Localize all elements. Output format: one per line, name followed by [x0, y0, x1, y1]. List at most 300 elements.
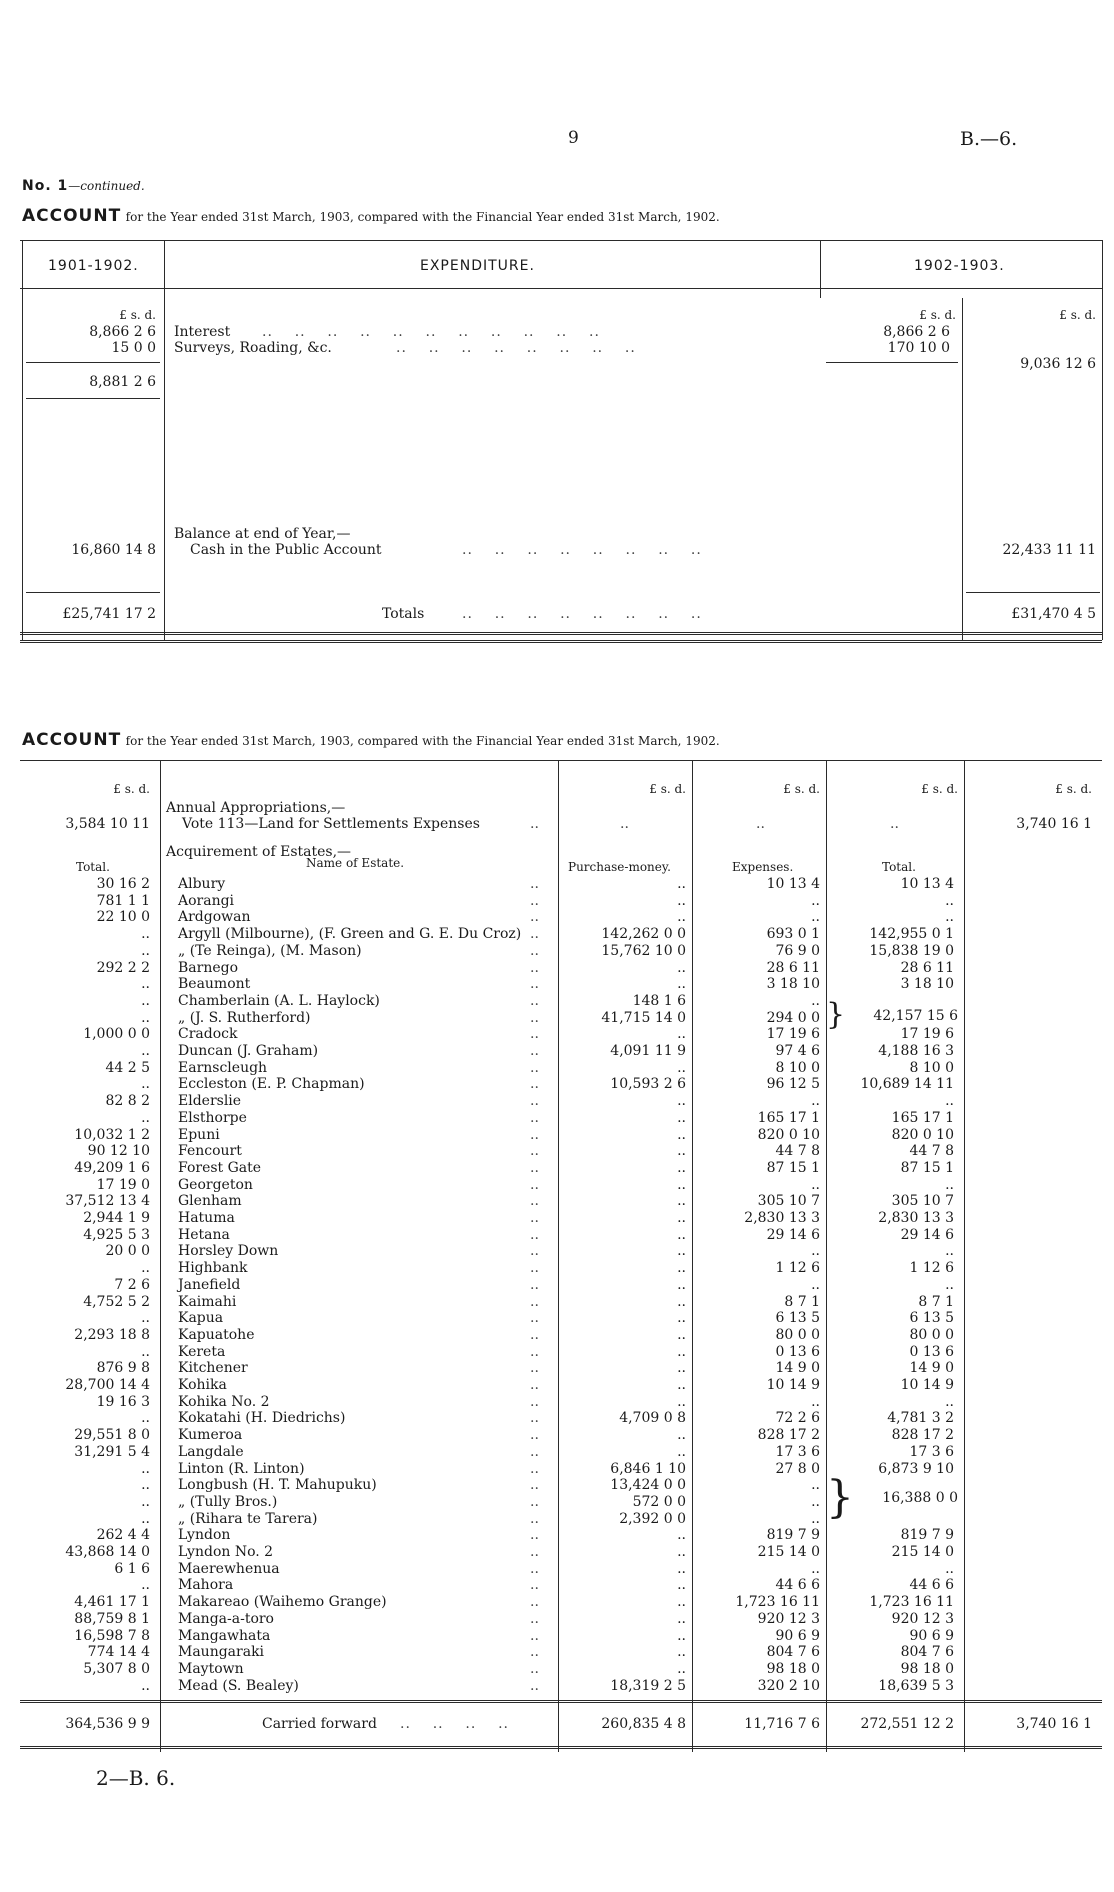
estate-leader-dots: ..	[530, 1260, 539, 1276]
estate-purchase-money: ..	[677, 1227, 686, 1243]
estate-purchase-money: ..	[677, 1143, 686, 1159]
s2-carried-prev: 364,536 9 9	[65, 1716, 150, 1732]
estate-prev-total: 10,032 1 2	[74, 1127, 150, 1143]
estate-total: 18,639 5 3	[878, 1678, 954, 1694]
estate-purchase-money: ..	[677, 909, 686, 925]
estate-purchase-money: ..	[677, 1260, 686, 1276]
estate-prev-total: 30 16 2	[96, 876, 150, 892]
estate-leader-dots: ..	[530, 1294, 539, 1310]
s2-col-total: Total.	[882, 860, 916, 874]
estate-prev-total: ..	[141, 1310, 150, 1326]
s2-carried-pm: 260,835 4 8	[601, 1716, 686, 1732]
estate-expenses: 3 18 10	[766, 976, 820, 992]
estate-leader-dots: ..	[530, 1628, 539, 1644]
estate-expenses: 90 6 9	[775, 1628, 820, 1644]
estate-purchase-money: ..	[677, 1210, 686, 1226]
estate-purchase-money: 13,424 0 0	[610, 1477, 686, 1493]
section1-heading-rest: for the Year ended 31st March, 1903, compared with the Financial Year ended 31st March, 1902.	[125, 210, 720, 224]
estate-purchase-money: ..	[677, 1310, 686, 1326]
s2-col-total-prev: Total.	[76, 860, 110, 874]
estate-name: Chamberlain (A. L. Haylock)	[178, 993, 380, 1009]
s1-totals-top-rule-curr	[966, 592, 1100, 593]
continued-label: —continued.	[68, 179, 145, 193]
estate-name: Kaimahi	[178, 1294, 237, 1310]
estate-purchase-money: ..	[677, 1160, 686, 1176]
estate-name: Kapua	[178, 1310, 224, 1326]
estate-expenses: 96 12 5	[766, 1076, 820, 1092]
estate-name: Maytown	[178, 1661, 244, 1677]
estate-name: Kumeroa	[178, 1427, 243, 1443]
estate-total: 6 13 5	[909, 1310, 954, 1326]
estate-prev-total: 4,461 17 1	[74, 1594, 150, 1610]
estate-name: Argyll (Milbourne), (F. Green and G. E. Du Croz)	[178, 926, 522, 942]
estate-name: Kokatahi (H. Diedrichs)	[178, 1410, 346, 1426]
s2-col-expenses: Expenses.	[732, 860, 794, 874]
estate-total: 0 13 6	[909, 1344, 954, 1360]
estate-name: Fencourt	[178, 1143, 242, 1159]
section1-heading-word: ACCOUNT	[22, 206, 122, 226]
estate-prev-total: 2,293 18 8	[74, 1327, 150, 1343]
table-number-label	[22, 178, 145, 194]
s2-lsd-pm: £ s. d.	[649, 782, 686, 796]
s2-vote-label: Vote 113—Land for Settlements Expenses	[182, 816, 480, 832]
estate-prev-total: ..	[141, 993, 150, 1009]
s1-lsd-cur-a: £ s. d.	[919, 308, 956, 322]
estate-expenses: 97 4 6	[775, 1043, 820, 1059]
estate-name: Mahora	[178, 1577, 234, 1593]
estate-prev-total: 31,291 5 4	[74, 1444, 150, 1460]
estate-name: Albury	[178, 876, 226, 892]
s2-vote-curr: 3,740 16 1	[1016, 816, 1092, 832]
estate-leader-dots: ..	[530, 960, 539, 976]
estate-name: Maerewhenua	[178, 1561, 280, 1577]
estate-name: Eccleston (E. P. Chapman)	[178, 1076, 365, 1092]
estate-total: 17 19 6	[900, 1026, 954, 1042]
estate-expenses: 8 10 0	[775, 1060, 820, 1076]
s1-col-prev-header: 1901-1902.	[48, 258, 139, 274]
estate-expenses: ..	[811, 909, 820, 925]
estate-purchase-money: ..	[677, 976, 686, 992]
estate-expenses: 80 0 0	[775, 1327, 820, 1343]
s2-carried-dots: .. .. .. ..	[400, 1716, 510, 1732]
estate-name: Epuni	[178, 1127, 220, 1143]
estate-name: Mead (S. Bealey)	[178, 1678, 299, 1694]
estate-name: Mangawhata	[178, 1628, 271, 1644]
estate-expenses: 6 13 5	[775, 1310, 820, 1326]
estate-purchase-money: 4,091 11 9	[610, 1043, 686, 1059]
estate-expenses: ..	[811, 1561, 820, 1577]
estate-expenses: 693 0 1	[766, 926, 820, 942]
estate-purchase-money: ..	[677, 1294, 686, 1310]
estate-name: Highbank	[178, 1260, 248, 1276]
s2-acq-label: Acquirement of Estates,—	[166, 844, 352, 860]
s1-subtotal-rule-prev-2	[26, 398, 160, 399]
s1-totals-label: Totals	[382, 606, 425, 622]
estate-prev-total: 82 8 2	[105, 1093, 150, 1109]
estate-total: 44 7 8	[909, 1143, 954, 1159]
section2-heading	[22, 730, 720, 750]
estate-leader-dots: ..	[530, 943, 539, 959]
estate-expenses: ..	[811, 1277, 820, 1293]
estate-purchase-money: ..	[677, 1026, 686, 1042]
estate-leader-dots: ..	[530, 1527, 539, 1543]
estate-expenses: 17 3 6	[775, 1444, 820, 1460]
s1-vline-1	[22, 240, 23, 640]
estate-name: Cradock	[178, 1026, 238, 1042]
s2-carried-tot: 272,551 12 2	[860, 1716, 954, 1732]
estate-prev-total: 7 2 6	[114, 1277, 150, 1293]
s2-lsd-prev: £ s. d.	[113, 782, 150, 796]
estate-total: ..	[945, 909, 954, 925]
estate-expenses: 10 14 9	[766, 1377, 820, 1393]
estate-prev-total: ..	[141, 976, 150, 992]
estate-purchase-money: ..	[677, 1611, 686, 1627]
s1-vline-5	[1102, 240, 1103, 640]
estate-name: Lyndon	[178, 1527, 231, 1543]
estate-name: Earnscleugh	[178, 1060, 268, 1076]
s2-vote-exp-dots: ..	[756, 816, 765, 832]
s2-vline-2	[558, 760, 559, 1752]
estate-prev-total: 774 14 4	[87, 1644, 150, 1660]
estate-total: 8 7 1	[918, 1294, 954, 1310]
estate-expenses: 44 7 8	[775, 1143, 820, 1159]
s1-lsd-prev: £ s. d.	[119, 308, 156, 322]
s1-row-prev: 8,866 2 6	[89, 324, 156, 340]
s1-bottom-double-rule-2	[20, 640, 1102, 643]
estate-name: Barnego	[178, 960, 239, 976]
estate-leader-dots: ..	[530, 1344, 539, 1360]
estate-expenses: ..	[811, 1477, 820, 1493]
estate-purchase-money: 148 1 6	[632, 993, 686, 1009]
estate-expenses: 72 2 6	[775, 1410, 820, 1426]
estate-expenses: 14 9 0	[775, 1360, 820, 1376]
estate-leader-dots: ..	[530, 1461, 539, 1477]
estate-name: Beaumont	[178, 976, 251, 992]
s1-header-rule	[20, 288, 1102, 289]
estate-purchase-money: ..	[677, 1561, 686, 1577]
estate-prev-total: 43,868 14 0	[65, 1544, 150, 1560]
estate-leader-dots: ..	[530, 1177, 539, 1193]
estate-total: 10 14 9	[900, 1377, 954, 1393]
estate-purchase-money: ..	[677, 1344, 686, 1360]
estate-expenses: 294 0 0	[766, 1010, 820, 1026]
estate-total: 305 10 7	[891, 1193, 954, 1209]
estate-total: 10,689 14 11	[860, 1076, 954, 1092]
s1-balance-sub: Cash in the Public Account	[190, 542, 382, 558]
chamberlain-brace: }	[826, 997, 846, 1032]
estate-leader-dots: ..	[530, 1377, 539, 1393]
estate-total: 2,830 13 3	[878, 1210, 954, 1226]
s2-lsd-curr: £ s. d.	[1055, 782, 1092, 796]
estate-prev-total: 262 4 4	[96, 1527, 150, 1543]
estate-name: Kohika No. 2	[178, 1394, 270, 1410]
estate-total: 44 6 6	[909, 1577, 954, 1593]
s1-row-prev: 15 0 0	[111, 340, 156, 356]
estate-prev-total: 2,944 1 9	[83, 1210, 150, 1226]
estate-leader-dots: ..	[530, 1310, 539, 1326]
estate-total: 215 14 0	[891, 1544, 954, 1560]
estate-purchase-money: ..	[677, 1661, 686, 1677]
estate-prev-total: ..	[141, 1010, 150, 1026]
s1-balance-curr: 22,433 11 11	[1002, 542, 1096, 558]
estate-purchase-money: ..	[677, 1177, 686, 1193]
section2-heading-rest: for the Year ended 31st March, 1903, compared with the Financial Year ended 31st March, 1902.	[125, 734, 720, 748]
estate-total: 29 14 6	[900, 1227, 954, 1243]
chamberlain-bracket-total: 42,157 15 6	[873, 1008, 958, 1024]
estate-purchase-money: ..	[677, 1427, 686, 1443]
estate-expenses: 820 0 10	[757, 1127, 820, 1143]
s2-carried-curr: 3,740 16 1	[1016, 1716, 1092, 1732]
estate-expenses: ..	[811, 1177, 820, 1193]
s2-carried-label: Carried forward	[262, 1716, 377, 1732]
footer-reference: 2—B. 6.	[96, 1766, 176, 1790]
estate-prev-total: ..	[141, 1461, 150, 1477]
s2-vline-1	[160, 760, 161, 1752]
estate-total: 17 3 6	[909, 1444, 954, 1460]
s1-vline-4	[962, 298, 963, 640]
estate-total: 14 9 0	[909, 1360, 954, 1376]
estate-name: Kitchener	[178, 1360, 248, 1376]
estate-expenses: ..	[811, 1511, 820, 1527]
longbush-bracket-total: 16,388 0 0	[882, 1490, 958, 1506]
estate-leader-dots: ..	[530, 1661, 539, 1677]
estate-total: ..	[945, 1177, 954, 1193]
estate-expenses: 8 7 1	[784, 1294, 820, 1310]
s2-vline-5	[964, 760, 965, 1752]
s1-row-label: Interest	[174, 324, 231, 340]
estate-name: Elderslie	[178, 1093, 242, 1109]
estate-expenses: 305 10 7	[757, 1193, 820, 1209]
s2-bottom-double-rule	[20, 1746, 1102, 1749]
estate-purchase-money: ..	[677, 1544, 686, 1560]
s1-lsd-cur-b: £ s. d.	[1059, 308, 1096, 322]
estate-expenses: 28 6 11	[766, 960, 820, 976]
s1-vline-3	[820, 240, 821, 298]
s1-leader-dots: .. .. .. .. .. .. .. .. .. .. ..	[262, 324, 600, 340]
s1-col-mid-header: EXPENDITURE.	[420, 258, 535, 274]
estate-purchase-money: ..	[677, 1394, 686, 1410]
s1-leader-dots: .. .. .. .. .. .. .. ..	[462, 542, 702, 558]
estate-total: ..	[945, 1561, 954, 1577]
estate-name: Linton (R. Linton)	[178, 1461, 305, 1477]
estate-expenses: 819 7 9	[766, 1527, 820, 1543]
estate-total: 820 0 10	[891, 1127, 954, 1143]
page-number: 9	[568, 128, 579, 148]
s2-col-purchase: Purchase-money.	[568, 860, 671, 874]
estate-leader-dots: ..	[530, 976, 539, 992]
estate-purchase-money: 572 0 0	[632, 1494, 686, 1510]
estate-prev-total: 88,759 8 1	[74, 1611, 150, 1627]
estate-prev-total: 4,925 5 3	[83, 1227, 150, 1243]
estate-prev-total: ..	[141, 1494, 150, 1510]
estate-expenses: 44 6 6	[775, 1577, 820, 1593]
estate-name: Glenham	[178, 1193, 242, 1209]
estate-leader-dots: ..	[530, 1360, 539, 1376]
estate-leader-dots: ..	[530, 1477, 539, 1493]
estate-prev-total: 1,000 0 0	[83, 1026, 150, 1042]
estate-prev-total: 5,307 8 0	[83, 1661, 150, 1677]
s2-vote-tot-dots: ..	[890, 816, 899, 832]
estate-purchase-money: 18,319 2 5	[610, 1678, 686, 1694]
estate-purchase-money: ..	[677, 1193, 686, 1209]
estate-total: 90 6 9	[909, 1628, 954, 1644]
estate-prev-total: ..	[141, 1043, 150, 1059]
estate-name: „ (Tully Bros.)	[178, 1494, 278, 1510]
estate-purchase-money: 2,392 0 0	[619, 1511, 686, 1527]
estate-purchase-money: ..	[677, 1444, 686, 1460]
estate-total: 165 17 1	[891, 1110, 954, 1126]
estate-expenses: 1,723 16 11	[735, 1594, 820, 1610]
s1-top-rule	[20, 240, 1102, 241]
estate-leader-dots: ..	[530, 1678, 539, 1694]
s2-vline-4	[826, 760, 827, 1752]
estate-expenses: 29 14 6	[766, 1227, 820, 1243]
estate-total: 1 12 6	[909, 1260, 954, 1276]
estate-total: 804 7 6	[900, 1644, 954, 1660]
estate-expenses: 76 9 0	[775, 943, 820, 959]
estate-expenses: ..	[811, 1494, 820, 1510]
s2-col-name: Name of Estate.	[306, 856, 405, 870]
estate-purchase-money: ..	[677, 1644, 686, 1660]
s2-annual-label: Annual Appropriations,—	[166, 800, 346, 816]
estate-expenses: ..	[811, 1093, 820, 1109]
estate-expenses: 98 18 0	[766, 1661, 820, 1677]
estate-prev-total: ..	[141, 1678, 150, 1694]
estate-name: Georgeton	[178, 1177, 253, 1193]
s1-row-label: Surveys, Roading, &c.	[174, 340, 332, 356]
s1-totals-prev: £25,741 17 2	[62, 606, 156, 622]
s1-balance-prev: 16,860 14 8	[71, 542, 156, 558]
s1-bottom-double-rule	[20, 632, 1102, 635]
estate-purchase-money: ..	[677, 1243, 686, 1259]
estate-leader-dots: ..	[530, 893, 539, 909]
estate-total: ..	[945, 1277, 954, 1293]
estate-name: Forest Gate	[178, 1160, 262, 1176]
estate-prev-total: 44 2 5	[105, 1060, 150, 1076]
estate-leader-dots: ..	[530, 1160, 539, 1176]
estate-name: Lyndon No. 2	[178, 1544, 274, 1560]
estate-prev-total: 19 16 3	[96, 1394, 150, 1410]
estate-expenses: 804 7 6	[766, 1644, 820, 1660]
estate-leader-dots: ..	[530, 1544, 539, 1560]
estate-expenses: 320 2 10	[757, 1678, 820, 1694]
estate-prev-total: 16,598 7 8	[74, 1628, 150, 1644]
section2-heading-word: ACCOUNT	[22, 730, 122, 750]
estate-prev-total: ..	[141, 1477, 150, 1493]
s1-totals-top-rule	[26, 592, 160, 593]
estate-purchase-money: 4,709 0 8	[619, 1410, 686, 1426]
estate-purchase-money: ..	[677, 1527, 686, 1543]
section1-heading	[22, 206, 720, 226]
estate-prev-total: ..	[141, 943, 150, 959]
estate-leader-dots: ..	[530, 1327, 539, 1343]
estate-leader-dots: ..	[530, 1076, 539, 1092]
estate-expenses: 215 14 0	[757, 1544, 820, 1560]
estate-leader-dots: ..	[530, 909, 539, 925]
estate-prev-total: 49,209 1 6	[74, 1160, 150, 1176]
estate-total: 828 17 2	[891, 1427, 954, 1443]
estate-expenses: 2,830 13 3	[744, 1210, 820, 1226]
estate-prev-total: 22 10 0	[96, 909, 150, 925]
estate-total: 920 12 3	[891, 1611, 954, 1627]
estate-name: Horsley Down	[178, 1243, 279, 1259]
s1-subtotal-prev: 8,881 2 6	[89, 374, 156, 390]
estate-prev-total: 876 9 8	[96, 1360, 150, 1376]
estate-name: Hatuma	[178, 1210, 235, 1226]
estate-total: 8 10 0	[909, 1060, 954, 1076]
estate-expenses: 0 13 6	[775, 1344, 820, 1360]
estate-leader-dots: ..	[530, 993, 539, 1009]
estate-purchase-money: ..	[677, 1093, 686, 1109]
estate-purchase-money: ..	[677, 1277, 686, 1293]
estate-leader-dots: ..	[530, 1010, 539, 1026]
estate-leader-dots: ..	[530, 1143, 539, 1159]
estate-name: „ (J. S. Rutherford)	[178, 1010, 311, 1026]
estate-total: ..	[945, 893, 954, 909]
estate-prev-total: 20 0 0	[105, 1243, 150, 1259]
estate-leader-dots: ..	[530, 1644, 539, 1660]
estate-purchase-money: ..	[677, 1628, 686, 1644]
s1-subtotal-rule-curr	[826, 362, 958, 363]
estate-purchase-money: ..	[677, 1127, 686, 1143]
longbush-brace: }	[826, 1472, 854, 1523]
estate-purchase-money: 15,762 10 0	[601, 943, 686, 959]
s1-leader-dots: .. .. .. .. .. .. .. ..	[396, 340, 636, 356]
estate-name: Aorangi	[178, 893, 235, 909]
estate-prev-total: ..	[141, 1110, 150, 1126]
estate-name: „ (Rihara te Tarera)	[178, 1511, 318, 1527]
s1-totals-curr: £31,470 4 5	[1011, 606, 1096, 622]
estate-name: Langdale	[178, 1444, 244, 1460]
estate-name: Kohika	[178, 1377, 227, 1393]
estate-total: 3 18 10	[900, 976, 954, 992]
estate-expenses: 828 17 2	[757, 1427, 820, 1443]
s1-subtotal-rule-prev	[26, 362, 160, 363]
estate-expenses: 17 19 6	[766, 1026, 820, 1042]
estate-name: „ (Te Reinga), (M. Mason)	[178, 943, 362, 959]
estate-expenses: 165 17 1	[757, 1110, 820, 1126]
estate-leader-dots: ..	[530, 1444, 539, 1460]
estate-expenses: 87 15 1	[766, 1160, 820, 1176]
estate-leader-dots: ..	[530, 1427, 539, 1443]
s2-vote-pm-dots: ..	[620, 816, 629, 832]
s1-balance-label: Balance at end of Year,—	[174, 526, 351, 542]
estate-expenses: 10 13 4	[766, 876, 820, 892]
estate-leader-dots: ..	[530, 1394, 539, 1410]
estate-purchase-money: 10,593 2 6	[610, 1076, 686, 1092]
estate-prev-total: 37,512 13 4	[65, 1193, 150, 1209]
estate-prev-total: ..	[141, 1410, 150, 1426]
estate-name: Manga-a-toro	[178, 1611, 274, 1627]
estate-total: ..	[945, 1394, 954, 1410]
estate-leader-dots: ..	[530, 926, 539, 942]
estate-leader-dots: ..	[530, 1127, 539, 1143]
estate-name: Maungaraki	[178, 1644, 265, 1660]
estate-total: 15,838 19 0	[869, 943, 954, 959]
s2-vote-prev: 3,584 10 11	[65, 816, 150, 832]
estate-purchase-money: ..	[677, 960, 686, 976]
estate-prev-total: 17 19 0	[96, 1177, 150, 1193]
s2-lsd-tot: £ s. d.	[921, 782, 958, 796]
estate-expenses: 27 8 0	[775, 1461, 820, 1477]
estate-name: Hetana	[178, 1227, 230, 1243]
estate-prev-total: ..	[141, 1344, 150, 1360]
estate-total: 142,955 0 1	[869, 926, 954, 942]
estate-total: 819 7 9	[900, 1527, 954, 1543]
estate-total: ..	[945, 1243, 954, 1259]
estate-prev-total: 781 1 1	[96, 893, 150, 909]
s2-carried-top-rule	[20, 1700, 1102, 1703]
